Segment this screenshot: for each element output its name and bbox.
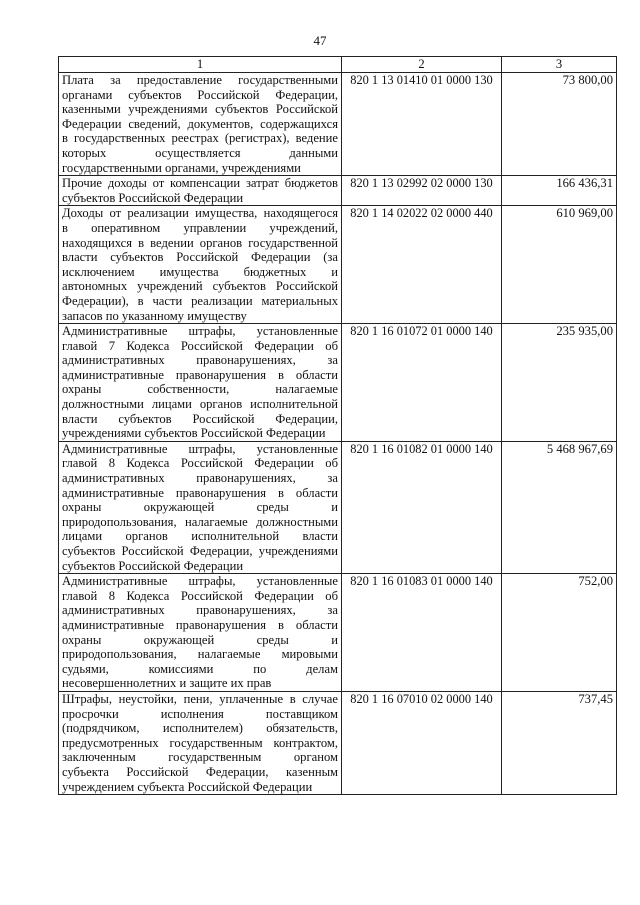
description-line: административные правонарушения в области (62, 485, 338, 500)
description-line: субъекта Российской Федерации, казенным (62, 764, 338, 779)
description-line: учреждением субъекта Российской Федерации (62, 779, 313, 794)
table-body (59, 73, 617, 795)
description-line: Плата за предоставление государственными (62, 73, 338, 87)
description-line: природопользования, налагаемые мировыми (62, 647, 338, 662)
description-line: Административные штрафы, установленные (62, 441, 338, 456)
description-line: заключенным государственным органом (62, 750, 338, 765)
table-row (59, 574, 617, 692)
revenue-description (59, 574, 342, 692)
budget-classification-code: 820 1 13 01410 01 0000 130 (342, 73, 502, 176)
description-line: Штрафы, неустойки, пени, уплаченные в случае (62, 691, 338, 706)
table-row (59, 73, 617, 176)
budget-classification-code: 820 1 16 07010 02 0000 140 (342, 691, 502, 794)
budget-classification-code: 820 1 16 01083 01 0000 140 (342, 574, 502, 692)
budget-classification-code: 820 1 13 02992 02 0000 130 (342, 176, 502, 206)
description-line: просрочки исполнения поставщиком (62, 706, 338, 721)
description-line: Прочие доходы от компенсации затрат бюджетов (62, 176, 338, 191)
description-line: органами субъектов Российской Федерации, (62, 87, 338, 102)
description-line: административные правонарушения в области (62, 367, 338, 382)
description-line: главой 8 Кодекса Российской Федерации об (62, 456, 338, 471)
revenue-description (59, 206, 342, 324)
description-line: предусмотренных государственным контрактом, (62, 735, 338, 750)
column-header-1: 1 (59, 57, 342, 73)
description-line: охраны окружающей среды и (62, 632, 338, 647)
description-line: административных правонарушениях, за (62, 471, 338, 486)
description-line: охраны собственности, налагаемые (62, 382, 338, 397)
table-row (59, 206, 617, 324)
column-header-3: 3 (502, 57, 617, 73)
page-number: 47 (313, 33, 327, 48)
description-line: административные правонарушения в области (62, 617, 338, 632)
amount-value: 737,45 (502, 691, 617, 794)
description-line: в государственных реестрах (регистрах), ведение (62, 131, 338, 146)
revenue-description (59, 176, 342, 206)
description-line: Административные штрафы, установленные (62, 324, 338, 339)
description-line: административных правонарушениях, за (62, 603, 338, 618)
description-line: запасов по указанному имуществу (62, 308, 247, 323)
amount-value: 73 800,00 (502, 73, 617, 176)
description-line: лицами органов исполнительной власти (62, 529, 338, 544)
budget-classification-code: 820 1 16 01082 01 0000 140 (342, 441, 502, 573)
budget-classification-code: 820 1 14 02022 02 0000 440 (342, 206, 502, 324)
description-line: Федерации), в части реализации материальных (62, 293, 338, 308)
description-line: казенными учреждениями субъектов Российской (62, 102, 338, 117)
description-line: административных правонарушениях, за (62, 353, 338, 368)
description-line: природопользования, налагаемые должностными (62, 514, 338, 529)
description-line: государственными органами, учреждениями (62, 160, 301, 175)
description-line: главой 8 Кодекса Российской Федерации об (62, 588, 338, 603)
budget-classification-code: 820 1 16 01072 01 0000 140 (342, 324, 502, 442)
description-line: автономных учреждений субъектов Российской (62, 279, 338, 294)
description-line: охраны окружающей среды и (62, 500, 338, 515)
description-line: Доходы от реализации имущества, находящегося (62, 206, 338, 221)
amount-value: 5 468 967,69 (502, 441, 617, 573)
revenue-description (59, 441, 342, 573)
column-header-2: 2 (342, 57, 502, 73)
description-line: Федерации сведений, документов, содержащихся (62, 116, 338, 131)
description-line: должностными лицами органов исполнительной (62, 397, 338, 412)
description-line: субъектов Российской Федерации (62, 558, 244, 573)
description-line: главой 7 Кодекса Российской Федерации об (62, 338, 338, 353)
amount-value: 235 935,00 (502, 324, 617, 442)
description-line: власти субъектов Российской Федерации, (62, 411, 338, 426)
description-line: субъектов Российской Федерации, учреждениями (62, 544, 338, 558)
revenue-description (59, 691, 342, 794)
amount-value: 752,00 (502, 574, 617, 692)
description-line: учреждениями субъектов Российской Федерации (62, 426, 326, 441)
revenue-description (59, 324, 342, 442)
description-line: судьями, комиссиями по делам (62, 661, 338, 676)
amount-value: 166 436,31 (502, 176, 617, 206)
table-row (59, 691, 617, 794)
table-row (59, 441, 617, 573)
description-line: (подрядчиком, исполнителем) обязательств, (62, 721, 338, 736)
description-line: Административные штрафы, установленные (62, 574, 338, 589)
description-line: власти субъектов Российской Федерации (за (62, 250, 338, 265)
description-line: находящихся в ведении органов государственной (62, 235, 338, 250)
table-header-row (59, 57, 617, 73)
description-line: субъектов Российской Федерации (62, 190, 244, 205)
amount-value: 610 969,00 (502, 206, 617, 324)
description-line: исключением имущества бюджетных и (62, 264, 338, 279)
table-row (59, 176, 617, 206)
table-row (59, 324, 617, 442)
description-line: которых осуществляется данными (62, 145, 338, 160)
revenue-table (58, 56, 617, 795)
description-line: в оперативном управлении учреждений, (62, 220, 338, 235)
description-line: несовершеннолетних и защите их прав (62, 676, 272, 691)
revenue-description (59, 73, 342, 176)
